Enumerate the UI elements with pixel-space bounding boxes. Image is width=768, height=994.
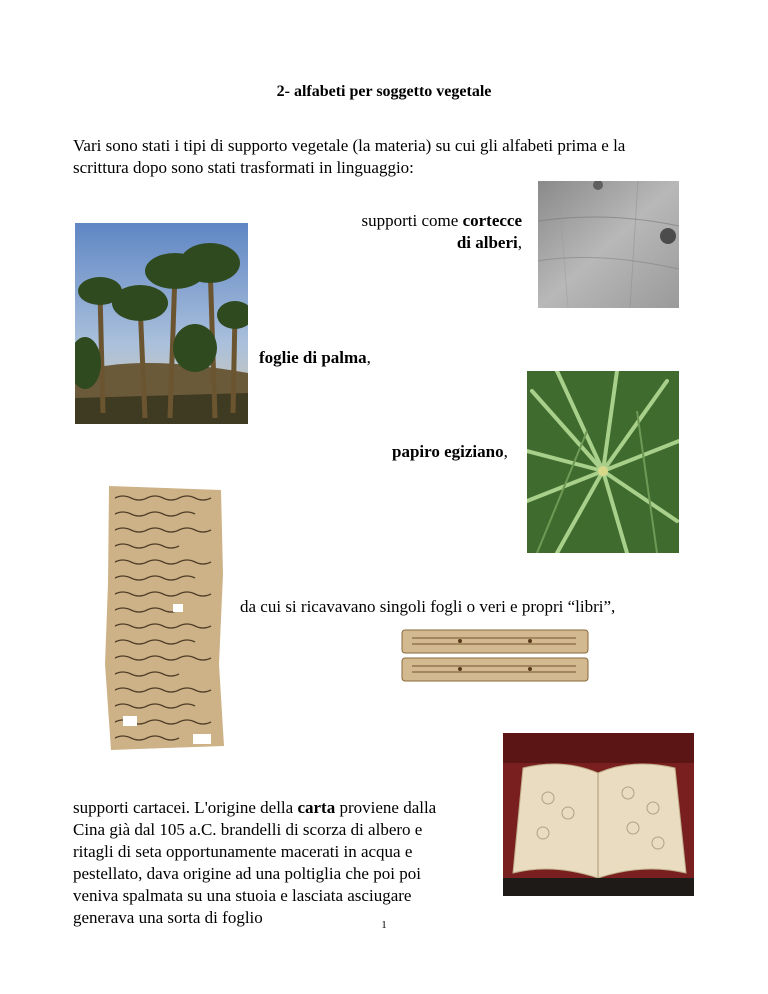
intro-paragraph [73, 135, 733, 179]
page-number: 1 [381, 919, 387, 931]
open-paper-book-image [503, 733, 694, 896]
intro-line-2: scrittura dopo sono stati trasformati in linguaggio: [73, 158, 414, 177]
paper-line-3: ritagli di seta opportunamente macerati in acqua e [73, 842, 413, 861]
tree-bark-image [538, 181, 679, 308]
paper-line-6: generava una sorta di foglio [73, 908, 263, 927]
paper-paragraph [73, 797, 498, 929]
palm-caption [259, 347, 371, 369]
books-caption: da cui si ricavavano singoli fogli o veri e propri “libri”, [240, 597, 616, 616]
palm-leaf-manuscript-image [400, 628, 590, 684]
paper-line-1-end: proviene dalla [335, 798, 437, 817]
bark-suffix: , [517, 233, 522, 252]
paper-line-4: pestellato, dava origine ad una poltiglia che poi poi [73, 864, 421, 883]
bark-bold-2: di alberi [456, 233, 518, 252]
papyrus-manuscript-image [103, 484, 226, 752]
papyrus-bold: papiro egiziano [392, 442, 504, 461]
papyrus-plant-image [527, 371, 679, 553]
palm-suffix: , [366, 348, 371, 367]
page-title: 2- alfabeti per soggetto vegetale [276, 83, 492, 100]
intro-line-1: Vari sono stati i tipi di supporto vegetale (la materia) su cui gli alfabeti prima e la [73, 136, 626, 155]
palm-bold: foglie di palma [259, 348, 367, 367]
bark-prefix: supporti come [361, 211, 463, 230]
papyrus-caption [392, 441, 508, 463]
papyrus-suffix: , [503, 442, 508, 461]
paper-line-2: Cina già dal 105 a.C. brandelli di scorza di albero e [73, 820, 423, 839]
paper-line-1: supporti cartacei. L'origine della [73, 798, 298, 817]
paper-bold: carta [297, 798, 336, 817]
palm-trees-image [75, 223, 248, 424]
bark-caption [300, 210, 522, 254]
paper-line-5: veniva spalmata su una stuoia e lasciata asciugare [73, 886, 412, 905]
bark-bold-1: cortecce [462, 211, 522, 230]
